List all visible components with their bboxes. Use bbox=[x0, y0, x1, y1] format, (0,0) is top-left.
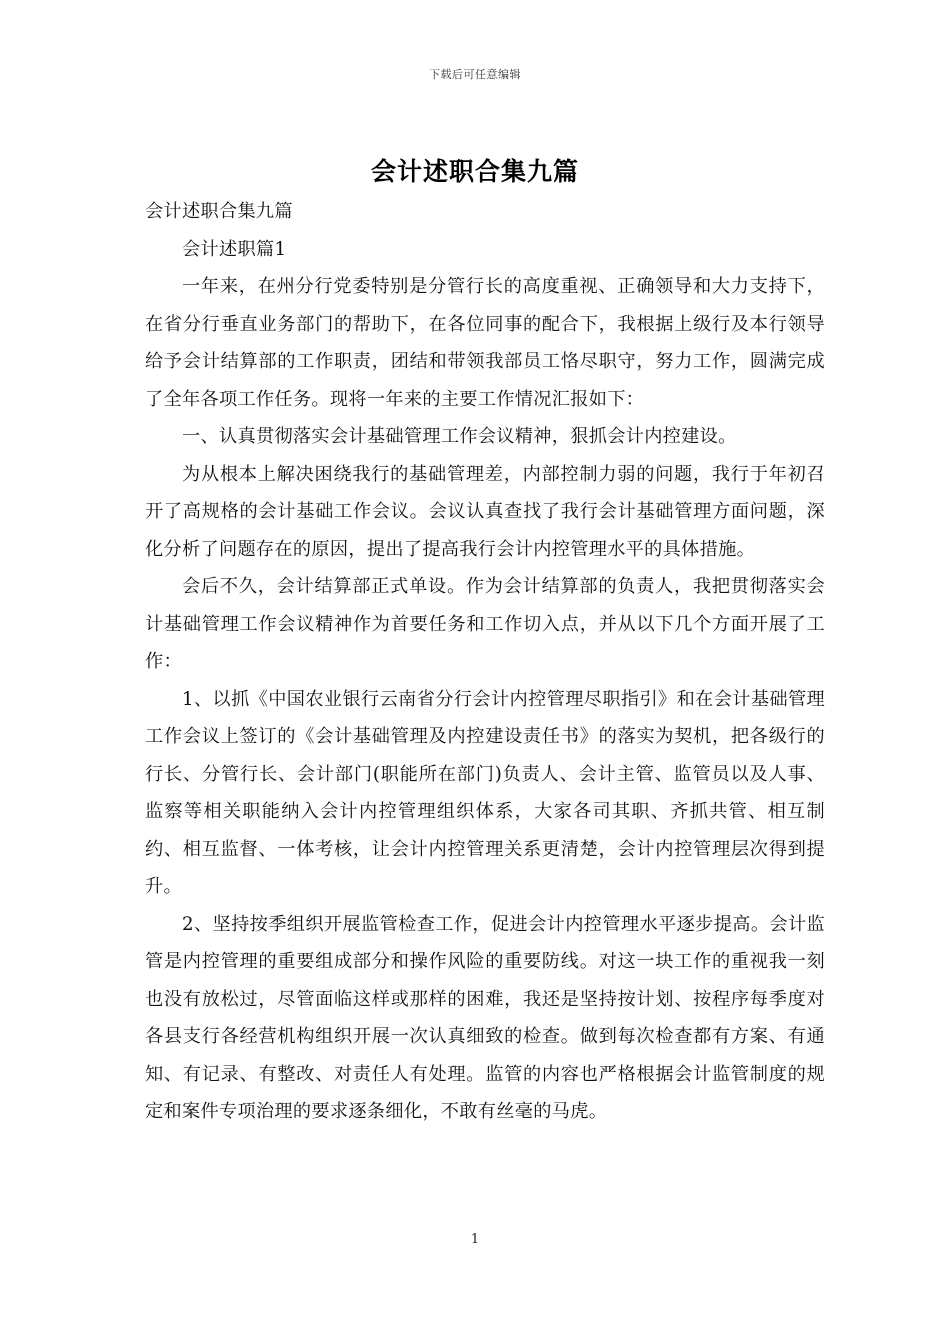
page-number: 1 bbox=[470, 1232, 480, 1247]
section-heading: 会计述职篇1 bbox=[182, 238, 287, 260]
list-item-paragraph: 2、坚持按季组织开展监管检查工作，促进会计内控管理水平逐步提高。会计监管是内控管理的重要组成部分和操作风险的重要防线。对这一块工作的重视我一刻也没有放松过，尽管面临这样或那样的困难，我还是坚持按计划、按程序每季度对各县支行各经营机构组织开展一次认真细致的检查。做到每次检查都有方案、有通知、有记录、有整改、对责任人有处理。监管的内容也严格根据会计监管制度的规定和案件专项治理的要求逐条细化，不敢有丝毫的马虎。 bbox=[145, 913, 825, 1122]
document-body bbox=[145, 193, 825, 1131]
document-subtitle: 会计述职合集九篇 bbox=[145, 201, 293, 222]
page-header-note: 下载后可任意编辑 bbox=[429, 68, 521, 81]
subsection-heading: 一、认真贯彻落实会计基础管理工作会议精神，狠抓会计内控建设。 bbox=[182, 426, 737, 447]
body-paragraph: 一年来，在州分行党委特别是分管行长的高度重视、正确领导和大力支持下，在省分行垂直业务部门的帮助下，在各位同事的配合下，我根据上级行及本行领导给予会计结算部的工作职责，团结和带领我部员工恪尽职守，努力工作，圆满完成了全年各项工作任务。现将一年来的主要工作情况汇报如下： bbox=[145, 276, 825, 410]
list-item-paragraph: 1、以抓《中国农业银行云南省分行会计内控管理尽职指引》和在会计基础管理工作会议上签订的《会计基础管理及内控建设责任书》的落实为契机，把各级行的行长、分管行长、会计部门(职能所在部门)负责人、会计主管、监管员以及人事、监察等相关职能纳入会计内控管理组织体系，大家各司其职、齐抓共管、相互制约、相互监督、一体考核，让会计内控管理关系更清楚，会计内控管理层次得到提升。 bbox=[145, 688, 825, 897]
document-title: 会计述职合集九篇 bbox=[370, 157, 579, 186]
body-paragraph: 为从根本上解决困绕我行的基础管理差，内部控制力弱的问题，我行于年初召开了高规格的会计基础工作会议。会议认真查找了我行会计基础管理方面问题，深化分析了问题存在的原因，提出了提高我行会计内控管理水平的具体措施。 bbox=[145, 463, 825, 560]
body-paragraph: 会后不久，会计结算部正式单设。作为会计结算部的负责人，我把贯彻落实会计基础管理工作会议精神作为首要任务和工作切入点，并从以下几个方面开展了工作： bbox=[145, 576, 825, 672]
